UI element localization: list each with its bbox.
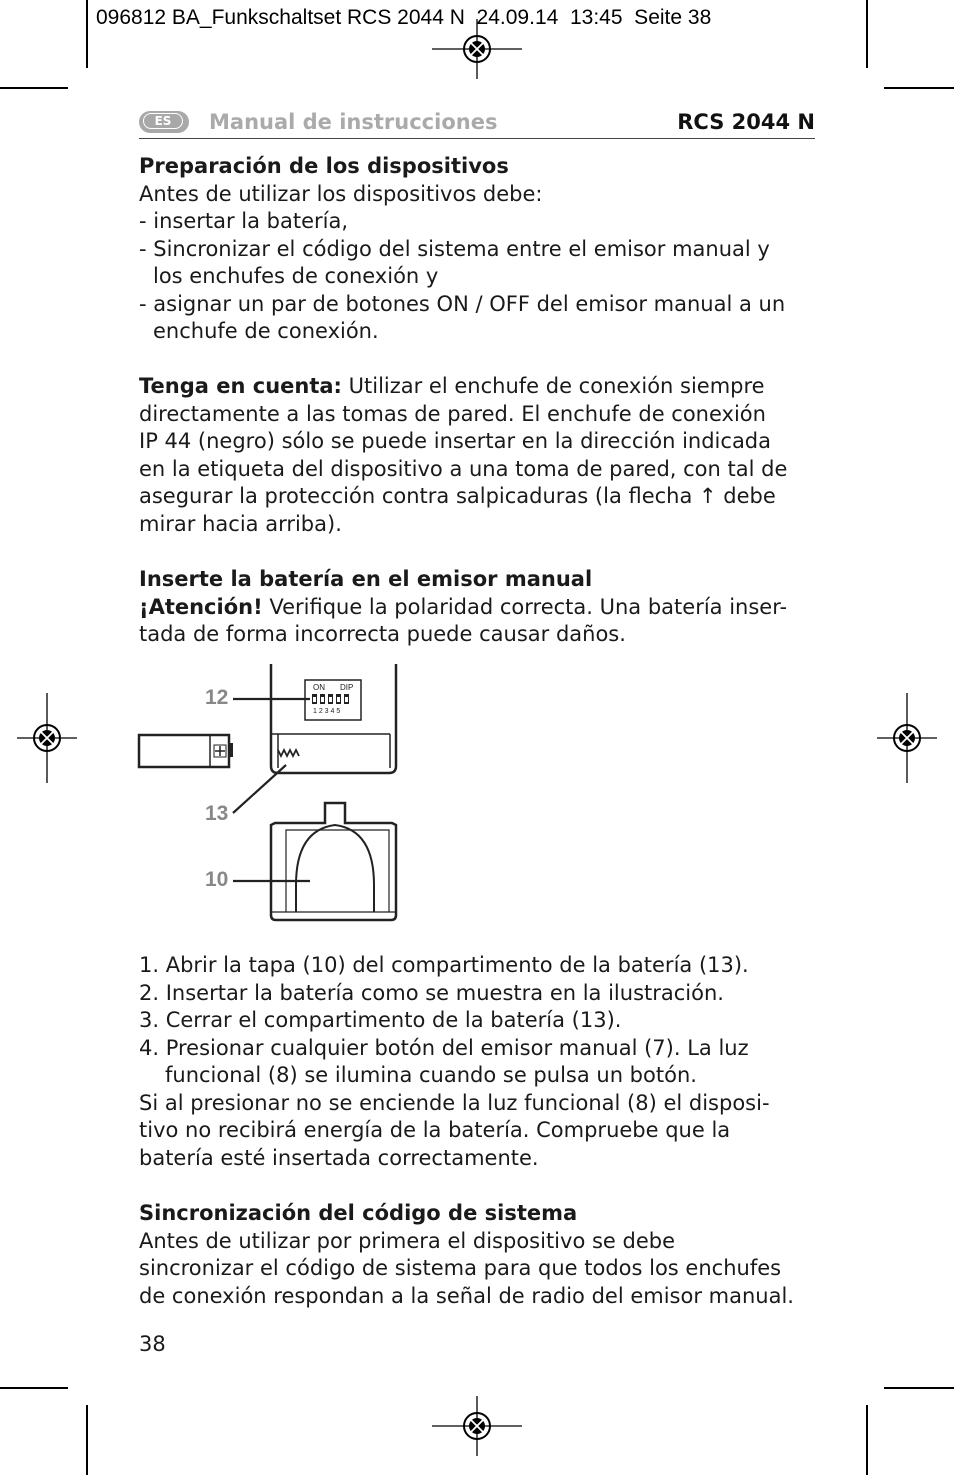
warning-label: ¡Atención! (139, 594, 263, 619)
note-paragraph (139, 373, 787, 538)
list-item: 3. Cerrar el compartimento de la batería (13). (139, 1008, 622, 1032)
figure-label-10: 10 (205, 868, 229, 891)
paragraph-line: directamente a las tomas de pared. El enchufe de conexión (139, 401, 766, 426)
dip-label: DIP (340, 683, 354, 692)
crop-mark (866, 1405, 868, 1475)
running-head (139, 108, 815, 139)
section-battery (139, 566, 787, 649)
registration-mark-icon (432, 1396, 522, 1456)
list-item-continuation: funcional (8) se ilumina cuando se pulsa un botón. (165, 1063, 697, 1087)
crop-mark (86, 0, 88, 68)
dip-on-label: ON (313, 683, 325, 692)
registration-mark-icon (432, 19, 522, 79)
paragraph-line (139, 373, 787, 401)
section-sync (139, 1200, 794, 1310)
crop-mark (86, 1405, 88, 1475)
list-item: 2. Insertar la batería como se muestra en la ilustración. (139, 980, 724, 1005)
list-item-continuation: enchufe de conexión. (153, 319, 379, 343)
battery-insertion-diagram (130, 660, 420, 930)
registration-mark-icon (877, 693, 937, 783)
paragraph-line: tada de forma incorrecta puede causar daños. (139, 622, 626, 646)
list-item: - Sincronizar el código del sistema entre el emisor manual y (139, 236, 770, 261)
paragraph-line: tivo no recibirá energía de la batería. Compruebe que la (139, 1118, 731, 1142)
dip-numbers: 1 2 3 4 5 (313, 708, 341, 715)
crop-mark (866, 0, 868, 68)
print-header: 096812 BA_Funkschaltset RCS 2044 N 24.09.14 13:45 Seite 38 (96, 6, 712, 29)
crop-mark (884, 87, 954, 89)
crop-mark (0, 1387, 68, 1389)
language-badge (139, 111, 189, 133)
list-item: 4. Presionar cualquier botón del emisor manual (7). La luz (139, 1035, 749, 1060)
list-item: 1. Abrir la tapa (10) del compartimento de la batería (13). (139, 953, 749, 977)
paragraph-line: IP 44 (negro) sólo se puede insertar en la dirección indicada (139, 429, 772, 453)
crop-mark (884, 1387, 954, 1389)
figure-label-12: 12 (205, 686, 229, 709)
crop-mark (0, 87, 68, 89)
warning-text: Verifique la polaridad correcta. Una batería inser- (262, 594, 788, 619)
paragraph-line: Antes de utilizar por primera el dispositivo se debe (139, 1228, 676, 1253)
paragraph-line: Antes de utilizar los dispositivos debe: (139, 181, 543, 206)
language-code: ES (143, 113, 183, 129)
page-number: 38 (139, 1332, 166, 1356)
paragraph-line: de conexión respondan a la señal de radio del emisor manual. (139, 1283, 794, 1308)
manual-title: Manual de instrucciones (209, 110, 498, 134)
section-heading: Preparación de los dispositivos (139, 154, 509, 178)
list-item-continuation: los enchufes de conexión y (153, 264, 439, 288)
paragraph-line (139, 594, 787, 622)
note-label: Tenga en cuenta: (139, 374, 342, 398)
note-text: Utilizar el enchufe de conexión siempre (341, 374, 765, 398)
steps-list (139, 952, 770, 1172)
paragraph-line: asegurar la protección contra salpicaduras (la flecha ↑ debe (139, 484, 776, 508)
section-heading: Sincronización del código de sistema (139, 1201, 578, 1225)
paragraph-line: Si al presionar no se enciende la luz funcional (8) el disposi- (139, 1090, 770, 1115)
paragraph-line: mirar hacia arriba). (139, 511, 342, 536)
list-item: - insertar la batería, (139, 209, 349, 233)
model-name: RCS 2044 N (677, 110, 815, 134)
section-preparation (139, 153, 785, 346)
paragraph-line: batería esté insertada correctamente. (139, 1145, 539, 1170)
list-item: - asignar un par de botones ON / OFF del emisor manual a un (139, 291, 786, 316)
figure-label-13: 13 (205, 802, 229, 825)
paragraph-line: sincronizar el código de sistema para que todos los enchufes (139, 1256, 782, 1280)
paragraph-line: en la etiqueta del dispositivo a una toma de pared, con tal de (139, 456, 788, 481)
registration-mark-icon (17, 693, 77, 783)
section-heading: Inserte la batería en el emisor manual (139, 567, 593, 591)
